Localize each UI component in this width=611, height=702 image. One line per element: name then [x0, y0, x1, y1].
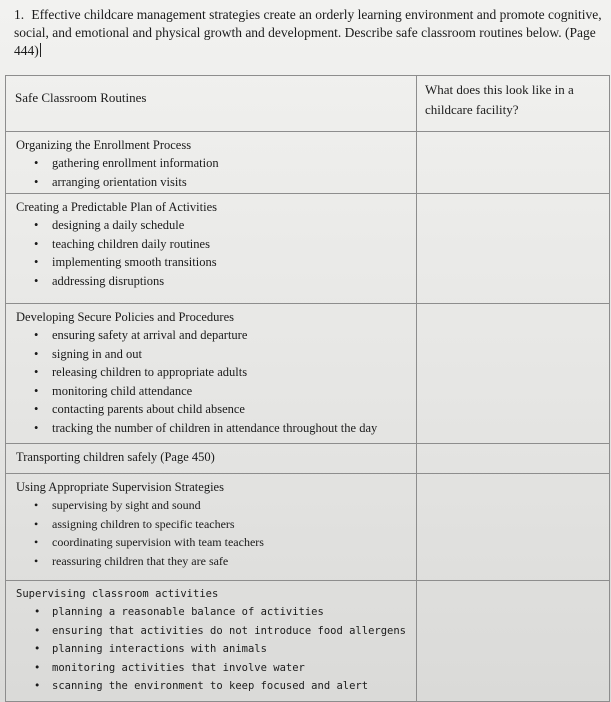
header-cell-look-like: [417, 76, 610, 132]
routine-list: [16, 216, 416, 290]
routine-item: • planning interactions with animals: [34, 640, 416, 659]
header-cell-routines: [6, 76, 417, 132]
answer-cell-policies[interactable]: [417, 304, 610, 444]
routine-item: • coordinating supervision with team teachers: [34, 533, 416, 552]
routine-list: [16, 326, 416, 438]
routine-item: • scanning the environment to keep focused and alert: [34, 677, 416, 696]
routine-item: • addressing disruptions: [34, 272, 416, 291]
routine-item: • signing in and out: [34, 345, 416, 364]
routine-title: Using Appropriate Supervision Strategies: [16, 480, 224, 494]
routine-list: [16, 496, 416, 570]
routine-item: • monitoring activities that involve water: [34, 659, 416, 678]
routine-item: • supervising by sight and sound: [34, 496, 416, 515]
routine-cell: [6, 444, 417, 474]
routine-item: • arranging orientation visits: [34, 173, 416, 192]
routine-item: • monitoring child attendance: [34, 382, 416, 401]
routine-cell: [6, 194, 417, 304]
routine-cell: [6, 304, 417, 444]
routine-item: • contacting parents about child absence: [34, 400, 416, 419]
header-routines-label: Safe Classroom Routines: [15, 90, 147, 105]
answer-cell-plan-activities[interactable]: [417, 194, 610, 304]
routine-list: [16, 603, 416, 696]
routine-cell: [6, 581, 417, 702]
routine-item: • releasing children to appropriate adults: [34, 363, 416, 382]
question-prompt: [14, 6, 604, 60]
routine-item: • teaching children daily routines: [34, 235, 416, 254]
routines-table: [5, 75, 610, 702]
text-cursor: [40, 43, 41, 57]
routine-cell: [6, 132, 417, 194]
routine-cell: [6, 474, 417, 581]
routine-item: • designing a daily schedule: [34, 216, 416, 235]
question-text: Effective childcare management strategies create an orderly learning environment and promote cognitive, social, and emotional and physical growth and development. Describe safe classroom routines below. (Page 444): [14, 7, 602, 58]
answer-cell-supervision-strategies[interactable]: [417, 474, 610, 581]
routine-title: Transporting children safely (Page 450): [16, 450, 215, 464]
answer-cell-transporting[interactable]: [417, 444, 610, 474]
answer-cell-enrollment[interactable]: [417, 132, 610, 194]
routine-item: • ensuring safety at arrival and departure: [34, 326, 416, 345]
routine-title: Organizing the Enrollment Process: [16, 138, 192, 152]
routine-item: • tracking the number of children in attendance throughout the day: [34, 419, 416, 438]
question-number: 1.: [14, 7, 25, 22]
routine-item: • planning a reasonable balance of activities: [34, 603, 416, 622]
routine-title: Supervising classroom activities: [16, 588, 219, 600]
routine-item: • assigning children to specific teachers: [34, 515, 416, 534]
routine-item: • implementing smooth transitions: [34, 253, 416, 272]
routine-item: • gathering enrollment information: [34, 154, 416, 173]
routine-item: • reassuring children that they are safe: [34, 552, 416, 571]
routine-title: Creating a Predictable Plan of Activities: [16, 200, 217, 214]
header-look-like-label: What does this look like in a childcare facility?: [425, 82, 574, 117]
routine-title: Developing Secure Policies and Procedures: [16, 310, 234, 324]
routine-list: [16, 154, 416, 191]
routine-item: • ensuring that activities do not introduce food allergens: [34, 622, 416, 641]
answer-cell-supervising-activities[interactable]: [417, 581, 610, 702]
